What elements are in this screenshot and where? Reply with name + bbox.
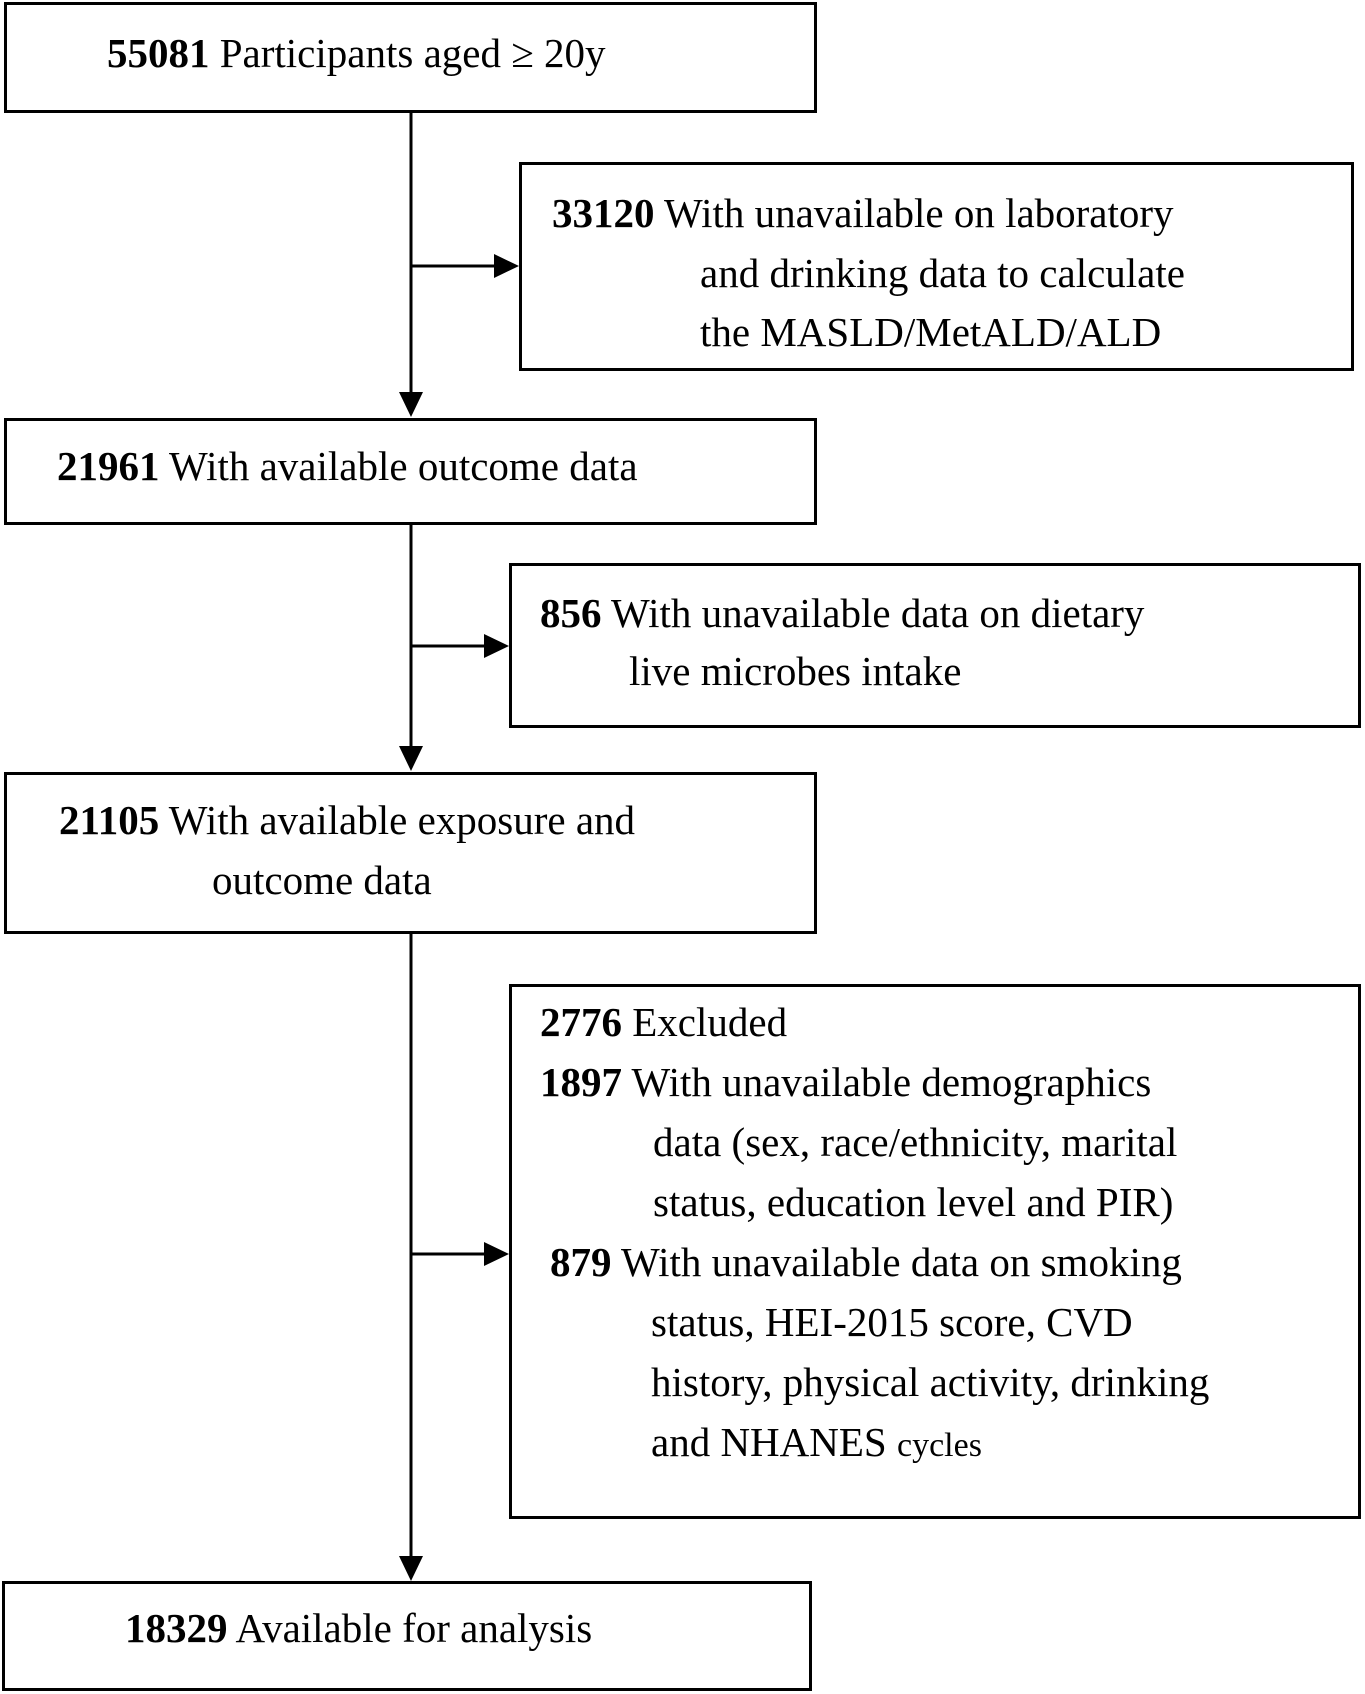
sub-exclusion-demographics-line-2: data (sex, race/ethnicity, marital	[653, 1119, 1178, 1165]
box-exclusion-laboratory	[519, 162, 1354, 371]
sub-exclusion-covariates-line-3: history, physical activity, drinking	[651, 1359, 1210, 1405]
box-initial-participants	[4, 2, 817, 113]
count: 856	[540, 590, 602, 636]
label-line: With unavailable data on smoking	[621, 1239, 1182, 1285]
box-text-line-1	[552, 183, 1174, 243]
count: 21105	[59, 797, 160, 843]
count: 33120	[552, 190, 655, 236]
label: Participants aged ≥ 20y	[219, 30, 606, 76]
label: Excluded	[632, 999, 788, 1045]
count: 2776	[540, 999, 622, 1045]
label-line: With unavailable on laboratory	[664, 190, 1174, 236]
label-line: and NHANES	[651, 1419, 887, 1465]
box-text	[57, 436, 638, 496]
sub-exclusion-demographics-line-1	[540, 1052, 1151, 1112]
box-text-line-2: outcome data	[212, 857, 432, 903]
arrow-down-icon	[399, 746, 423, 771]
sub-exclusion-covariates-line-4	[651, 1412, 982, 1476]
arrow-right-icon	[494, 254, 519, 278]
sub-exclusion-covariates-line-1	[550, 1232, 1182, 1292]
box-text	[125, 1598, 592, 1658]
sub-exclusion-demographics-line-3: status, education level and PIR)	[653, 1179, 1174, 1225]
sub-exclusion-covariates-line-2: status, HEI-2015 score, CVD	[651, 1299, 1133, 1345]
box-exclusion-covariates	[509, 984, 1361, 1519]
arrow-down-icon	[399, 392, 423, 417]
box-outcome-data	[4, 418, 817, 525]
label-line: With unavailable data on dietary	[611, 590, 1145, 636]
count: 21961	[57, 443, 160, 489]
arrow-down-icon	[399, 1556, 423, 1581]
box-text-line-3: the MASLD/MetALD/ALD	[700, 309, 1162, 355]
box-text-line-1	[540, 583, 1144, 643]
box-text-line-2: live microbes intake	[629, 648, 962, 694]
box-exclusion-dietary	[509, 563, 1361, 728]
label: With available outcome data	[169, 443, 638, 489]
count: 55081	[107, 30, 210, 76]
box-available-for-analysis	[2, 1581, 812, 1691]
box-exposure-outcome-data	[4, 772, 817, 934]
label-small: cycles	[896, 1427, 982, 1464]
arrow-right-icon	[484, 634, 509, 658]
label-line: With unavailable demographics	[631, 1059, 1152, 1105]
excluded-total	[540, 992, 787, 1052]
label: Available for analysis	[235, 1605, 593, 1651]
box-text-line-1	[59, 790, 635, 850]
count: 879	[550, 1239, 612, 1285]
count: 1897	[540, 1059, 622, 1105]
count: 18329	[125, 1605, 228, 1651]
arrow-right-icon	[484, 1242, 509, 1266]
label: With available exposure and	[168, 797, 636, 843]
box-text-line-2: and drinking data to calculate	[700, 250, 1185, 296]
box-text	[107, 23, 605, 83]
